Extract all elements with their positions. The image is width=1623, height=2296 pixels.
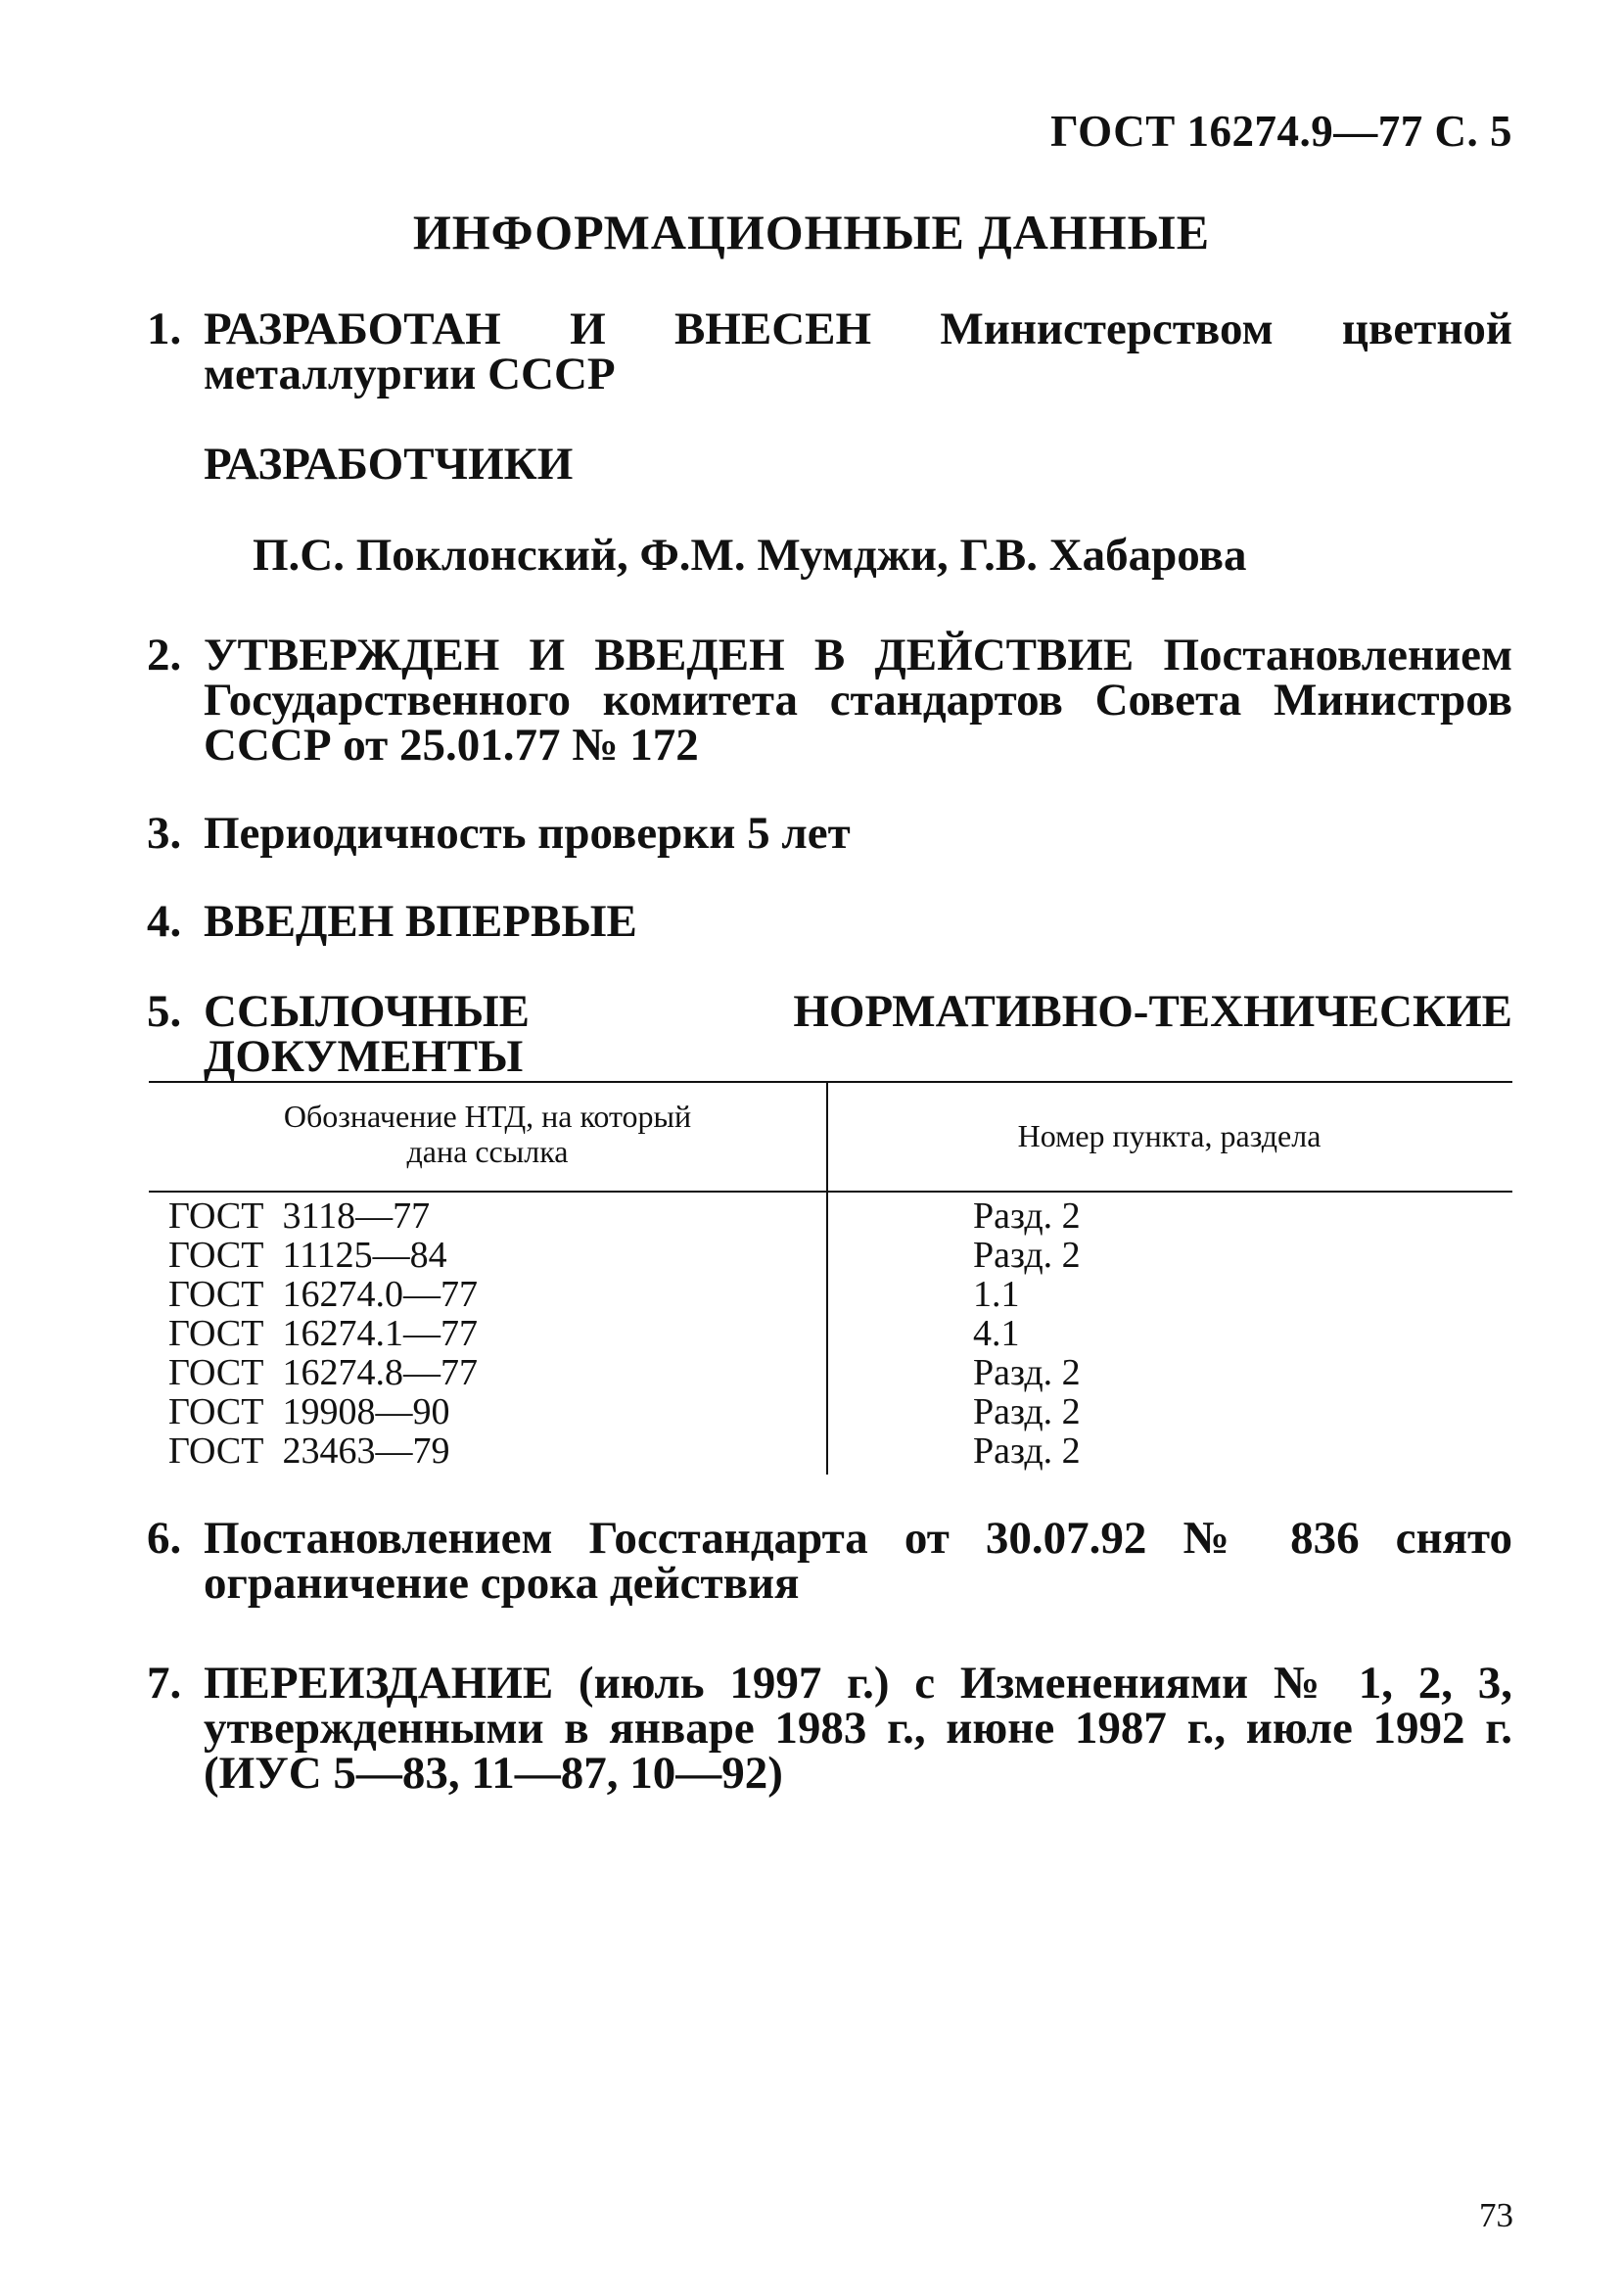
table-column-documents	[168, 1196, 814, 1471]
item-text: ПЕРЕИЗДАНИЕ (июль 1997 г.) с Изменениями № 1, 2, 3, утвержденными в январе 1983 г., июне 1987 г., июле 1992 г. (ИУС 5—83, 11—87, 10—92)	[204, 1658, 1512, 1799]
table-cell-section: 4.1	[973, 1313, 1020, 1354]
page-title: ИНФОРМАЦИОННЫЕ ДАННЫЕ	[412, 205, 1211, 259]
item-text: Периодичность проверки 5 лет	[204, 808, 851, 859]
info-item-2	[147, 630, 1512, 771]
table-cell-document: ГОСТ 16274.0—77	[168, 1274, 478, 1315]
table-cell-section: Разд. 2	[973, 1391, 1081, 1432]
item-number: 1.	[147, 304, 182, 354]
table-cell-document: ГОСТ 11125—84	[168, 1235, 447, 1276]
info-item-1	[147, 306, 1512, 397]
table-header-document	[149, 1099, 826, 1169]
table-cell-document: ГОСТ 19908—90	[168, 1391, 450, 1432]
table-cell-document: ГОСТ 16274.1—77	[168, 1313, 478, 1354]
info-item-7	[147, 1658, 1512, 1799]
table-cell-section: Разд. 2	[973, 1430, 1081, 1472]
info-item-3	[147, 808, 1512, 859]
item-number: 5.	[147, 986, 182, 1037]
table-top-rule	[149, 1081, 1512, 1083]
item-text: Постановлением Госстандарта от 30.07.92 № 836 снято ограничение срока действия	[204, 1513, 1512, 1609]
item-number: 7.	[147, 1658, 182, 1709]
table-cell-section: 1.1	[973, 1274, 1020, 1315]
page-number: 73	[1479, 2196, 1513, 2234]
item-number: 3.	[147, 808, 182, 859]
references-table	[149, 1081, 1512, 1480]
running-head: ГОСТ 16274.9—77 С. 5	[1050, 107, 1512, 156]
item-text: УТВЕРЖДЕН И ВВЕДЕН В ДЕЙСТВИЕ Постановлением Государственного комитета стандартов Совета Министров СССР от 25.01.77 № 172	[204, 630, 1512, 771]
item-text: ВВЕДЕН ВПЕРВЫЕ	[204, 896, 637, 947]
item-text: ССЫЛОЧНЫЕ НОРМАТИВНО-ТЕХНИЧЕСКИЕ ДОКУМЕНТЫ	[204, 986, 1512, 1082]
table-column-sections	[973, 1196, 1462, 1471]
info-item-5	[147, 986, 1512, 1082]
table-header-section: Номер пункта, раздела	[1017, 1118, 1322, 1153]
info-item-4	[147, 896, 1512, 947]
table-cell-document: ГОСТ 23463—79	[168, 1430, 450, 1472]
item-number: 6.	[147, 1513, 182, 1564]
table-header-rule	[149, 1191, 1512, 1193]
developers-names: П.С. Поклонский, Ф.М. Мумджи, Г.В. Хабарова	[253, 530, 1247, 581]
developers-heading: РАЗРАБОТЧИКИ	[204, 439, 574, 490]
item-number: 2.	[147, 630, 182, 680]
table-cell-section: Разд. 2	[973, 1235, 1081, 1276]
item-text: РАЗРАБОТАН И ВНЕСЕН Министерством цветной металлургии СССР	[204, 304, 1512, 399]
item-number: 4.	[147, 896, 182, 947]
info-item-6	[147, 1513, 1512, 1609]
table-header-document-line2: дана ссылка	[406, 1134, 569, 1169]
table-cell-section: Разд. 2	[973, 1352, 1081, 1393]
table-cell-section: Разд. 2	[973, 1195, 1081, 1237]
table-cell-document: ГОСТ 16274.8—77	[168, 1352, 478, 1393]
table-header-document-line1: Обозначение НТД, на который	[283, 1099, 692, 1134]
table-cell-document: ГОСТ 3118—77	[168, 1195, 431, 1237]
